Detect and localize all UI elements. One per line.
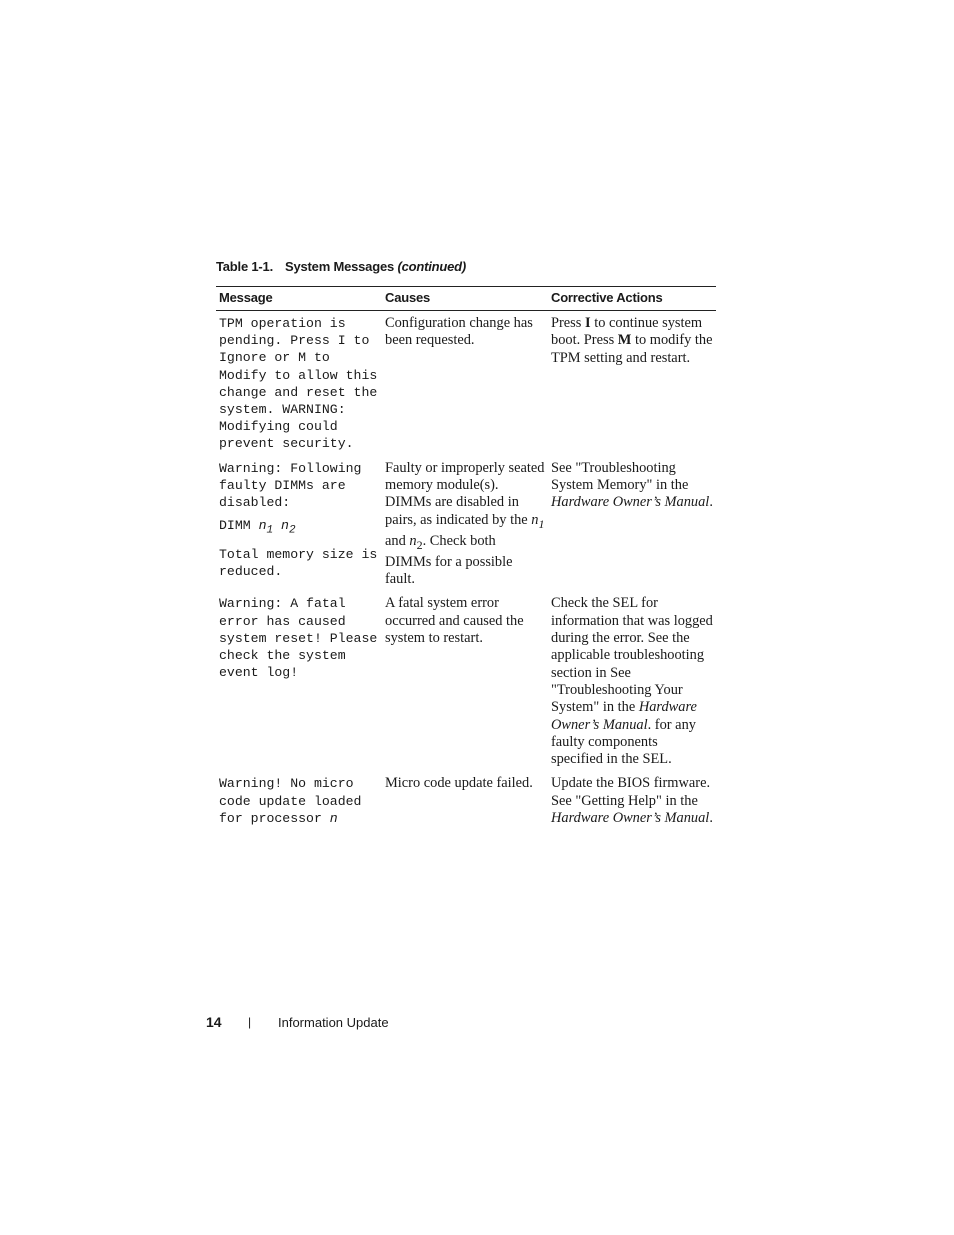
- cause-cell: [382, 311, 548, 460]
- table-continued: (continued): [397, 259, 467, 274]
- table-header-row: [216, 287, 716, 311]
- action-text: See "Troubleshooting System Memory" in the Hardware Owner’s Manual.: [551, 459, 713, 511]
- message-text: Warning: A fatal error has caused system reset! Please check the system event log!: [219, 596, 386, 681]
- cause-cell: [382, 595, 548, 775]
- table-row: [216, 775, 716, 834]
- cause-text: A fatal system error occurred and caused the system to restart.: [385, 595, 524, 647]
- system-messages-table: [216, 286, 716, 834]
- action-text: Update the BIOS firmware. See "Getting Help" in the Hardware Owner’s Manual.: [551, 775, 713, 827]
- header-corrective-actions: Corrective Actions: [548, 287, 716, 311]
- table-row: [216, 460, 716, 596]
- message-text: Warning! No micro code update loaded for processor n: [219, 776, 370, 826]
- message-text: Warning: Following faulty DIMMs are disabled:: [219, 460, 370, 511]
- table-number: Table 1-1.: [216, 259, 274, 274]
- table-row: [216, 311, 716, 460]
- cause-cell: [382, 460, 548, 596]
- cause-text: Configuration change has been requested.: [385, 315, 533, 349]
- cause-text: Micro code update failed.: [385, 775, 533, 792]
- cause-text: Faulty or improperly seated memory module(s). DIMMs are disabled in pairs, as indicated by the $n_1$ and $n_2$. Check both DIMMs for a possible fault.: [385, 459, 545, 588]
- action-cell: [548, 775, 716, 834]
- message-cell: [216, 775, 382, 834]
- table-caption: [216, 259, 466, 274]
- manual-title: Hardware Owner’s Manual: [551, 810, 710, 827]
- action-cell: [548, 595, 716, 775]
- message-cell: [216, 595, 386, 775]
- section-title: Information Update: [278, 1015, 389, 1030]
- message-dimm-line: DIMM $n_1$ $n_2$: [219, 518, 296, 537]
- action-text: Press I to continue system boot. Press M to modify the TPM setting and restart.: [551, 315, 713, 366]
- table-row: [216, 595, 716, 775]
- action-text: Check the SEL for information that was logged during the error. See the applicable troubleshooting section in See "Troubleshooting Your System" in the Hardware Owner’s Manual. for any faulty components specified in the SEL.: [551, 595, 713, 768]
- message-cell: [216, 311, 386, 460]
- cause-cell: [382, 775, 548, 834]
- page-number: 14: [206, 1014, 222, 1030]
- manual-title: Hardware Owner’s Manual: [551, 699, 697, 733]
- message-text: TPM operation is pending. Press I to Ignore or M to Modify to allow this change and reset the system. WARNING: Modifying could prevent security.: [219, 316, 386, 452]
- message-tail: Total memory size is reduced.: [219, 547, 386, 580]
- footer-separator: |: [248, 1015, 252, 1029]
- manual-title: Hardware Owner’s Manual: [551, 494, 710, 511]
- action-cell: [548, 311, 716, 460]
- key-m: M: [617, 332, 632, 349]
- action-cell: [548, 460, 716, 596]
- message-cell: [216, 460, 386, 596]
- table-title: System Messages: [285, 259, 395, 274]
- header-causes: Causes: [382, 287, 548, 311]
- key-i: I: [584, 315, 591, 331]
- header-message: Message: [216, 287, 382, 311]
